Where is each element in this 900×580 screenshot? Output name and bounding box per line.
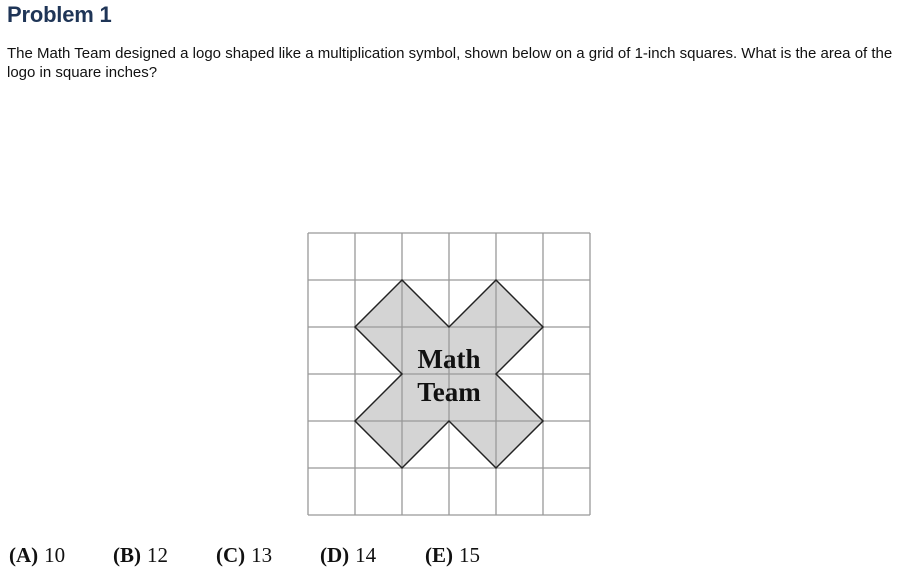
problem-title: Problem 1 xyxy=(7,2,112,27)
choice-d[interactable] xyxy=(320,543,376,568)
choice-a-value: 10 xyxy=(44,543,66,567)
choice-c-letter: (C) xyxy=(216,543,246,567)
choice-b[interactable] xyxy=(113,543,168,568)
choice-d-value: 14 xyxy=(355,543,377,567)
grid xyxy=(308,233,590,515)
logo-text-math: Math xyxy=(417,344,481,374)
choice-b-letter: (B) xyxy=(113,543,141,567)
choice-a[interactable] xyxy=(9,543,65,568)
choice-c[interactable] xyxy=(216,543,272,568)
choice-e-letter: (E) xyxy=(425,543,453,567)
choice-b-value: 12 xyxy=(147,543,168,567)
choice-a-letter: (A) xyxy=(9,543,39,567)
choice-e[interactable] xyxy=(425,543,480,568)
choice-e-value: 15 xyxy=(459,543,480,567)
choice-c-value: 13 xyxy=(251,543,273,567)
choice-d-letter: (D) xyxy=(320,543,350,567)
logo-text-team: Team xyxy=(417,377,481,407)
problem-statement: The Math Team designed a logo shaped like a multiplication symbol, shown below on a grid of 1-inch squares. What is the area of the logo in square inches? xyxy=(7,45,893,81)
